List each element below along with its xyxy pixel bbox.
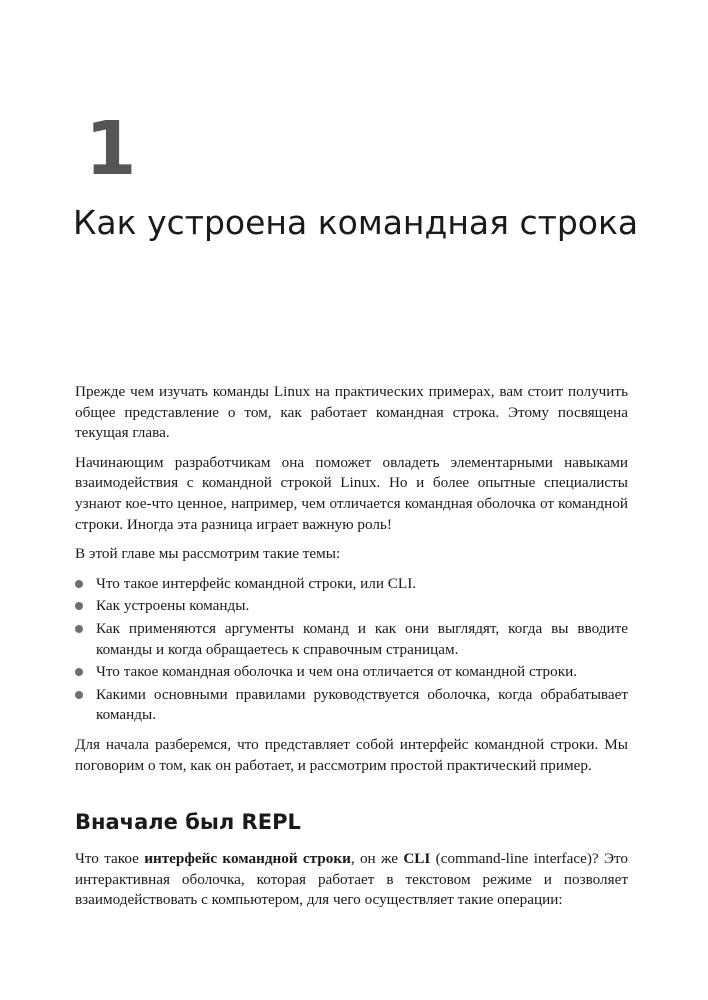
chapter-title: Как устроена командная строка	[73, 203, 639, 242]
intro-paragraph-2: Начинающим разработчикам она поможет овладеть элементарными навыками взаимодействия с командной строкой Linux. Но и более опытные специалисты узнают кое-что ценное, например, чем отличается командная оболочка от командной строки. Иногда эта разница играет важную роль!	[75, 453, 628, 533]
bullet-icon	[75, 602, 83, 610]
section-heading: Вначале был REPL	[75, 810, 301, 835]
list-item	[75, 662, 628, 683]
section-text-2: , он же	[350, 850, 404, 868]
term-cli-full: интерфейс командной строки	[144, 850, 351, 868]
section-paragraph	[75, 849, 628, 911]
topics-list	[75, 574, 628, 726]
list-item-text: Как устроены команды.	[96, 597, 250, 615]
list-item	[75, 596, 628, 617]
list-item-text: Что такое командная оболочка и чем она отличается от командной строки.	[96, 663, 578, 681]
intro-paragraph-3: В этой главе мы рассмотрим такие темы:	[75, 545, 341, 563]
section-text-1: Что такое	[75, 850, 145, 868]
section-text-3: (command-line interface)? Это интерактивная оболочка, которая работает в текстовом режиме и позволяет взаимодействовать с компьютером, для чего осуществляет такие операции:	[75, 850, 628, 909]
bullet-icon	[75, 625, 83, 633]
body-text	[75, 382, 628, 920]
bullet-icon	[75, 668, 83, 676]
list-item-text: Какими основными правилами руководствуется оболочка, когда обрабатывает команды.	[96, 685, 628, 724]
intro-paragraph-1: Прежде чем изучать команды Linux на практических примерах, вам стоит получить общее представление о том, как работает командная строка. Этому посвящена текущая глава.	[75, 383, 628, 442]
outro-paragraph: Для начала разберемся, что представляет собой интерфейс командной строки. Мы поговорим о том, как он работает, и рассмотрим простой практический пример.	[75, 735, 628, 774]
list-item-text: Что такое интерфейс командной строки, или CLI.	[96, 574, 417, 592]
bullet-icon	[75, 691, 83, 699]
list-item	[75, 685, 628, 726]
chapter-number: 1	[85, 106, 137, 192]
term-cli-abbr: CLI	[403, 850, 431, 868]
list-item	[75, 619, 628, 660]
bullet-icon	[75, 580, 83, 588]
list-item-text: Как применяются аргументы команд и как они выглядят, когда вы вводите команды и когда обращаетесь к справочным страницам.	[96, 619, 628, 658]
list-item	[75, 574, 628, 595]
